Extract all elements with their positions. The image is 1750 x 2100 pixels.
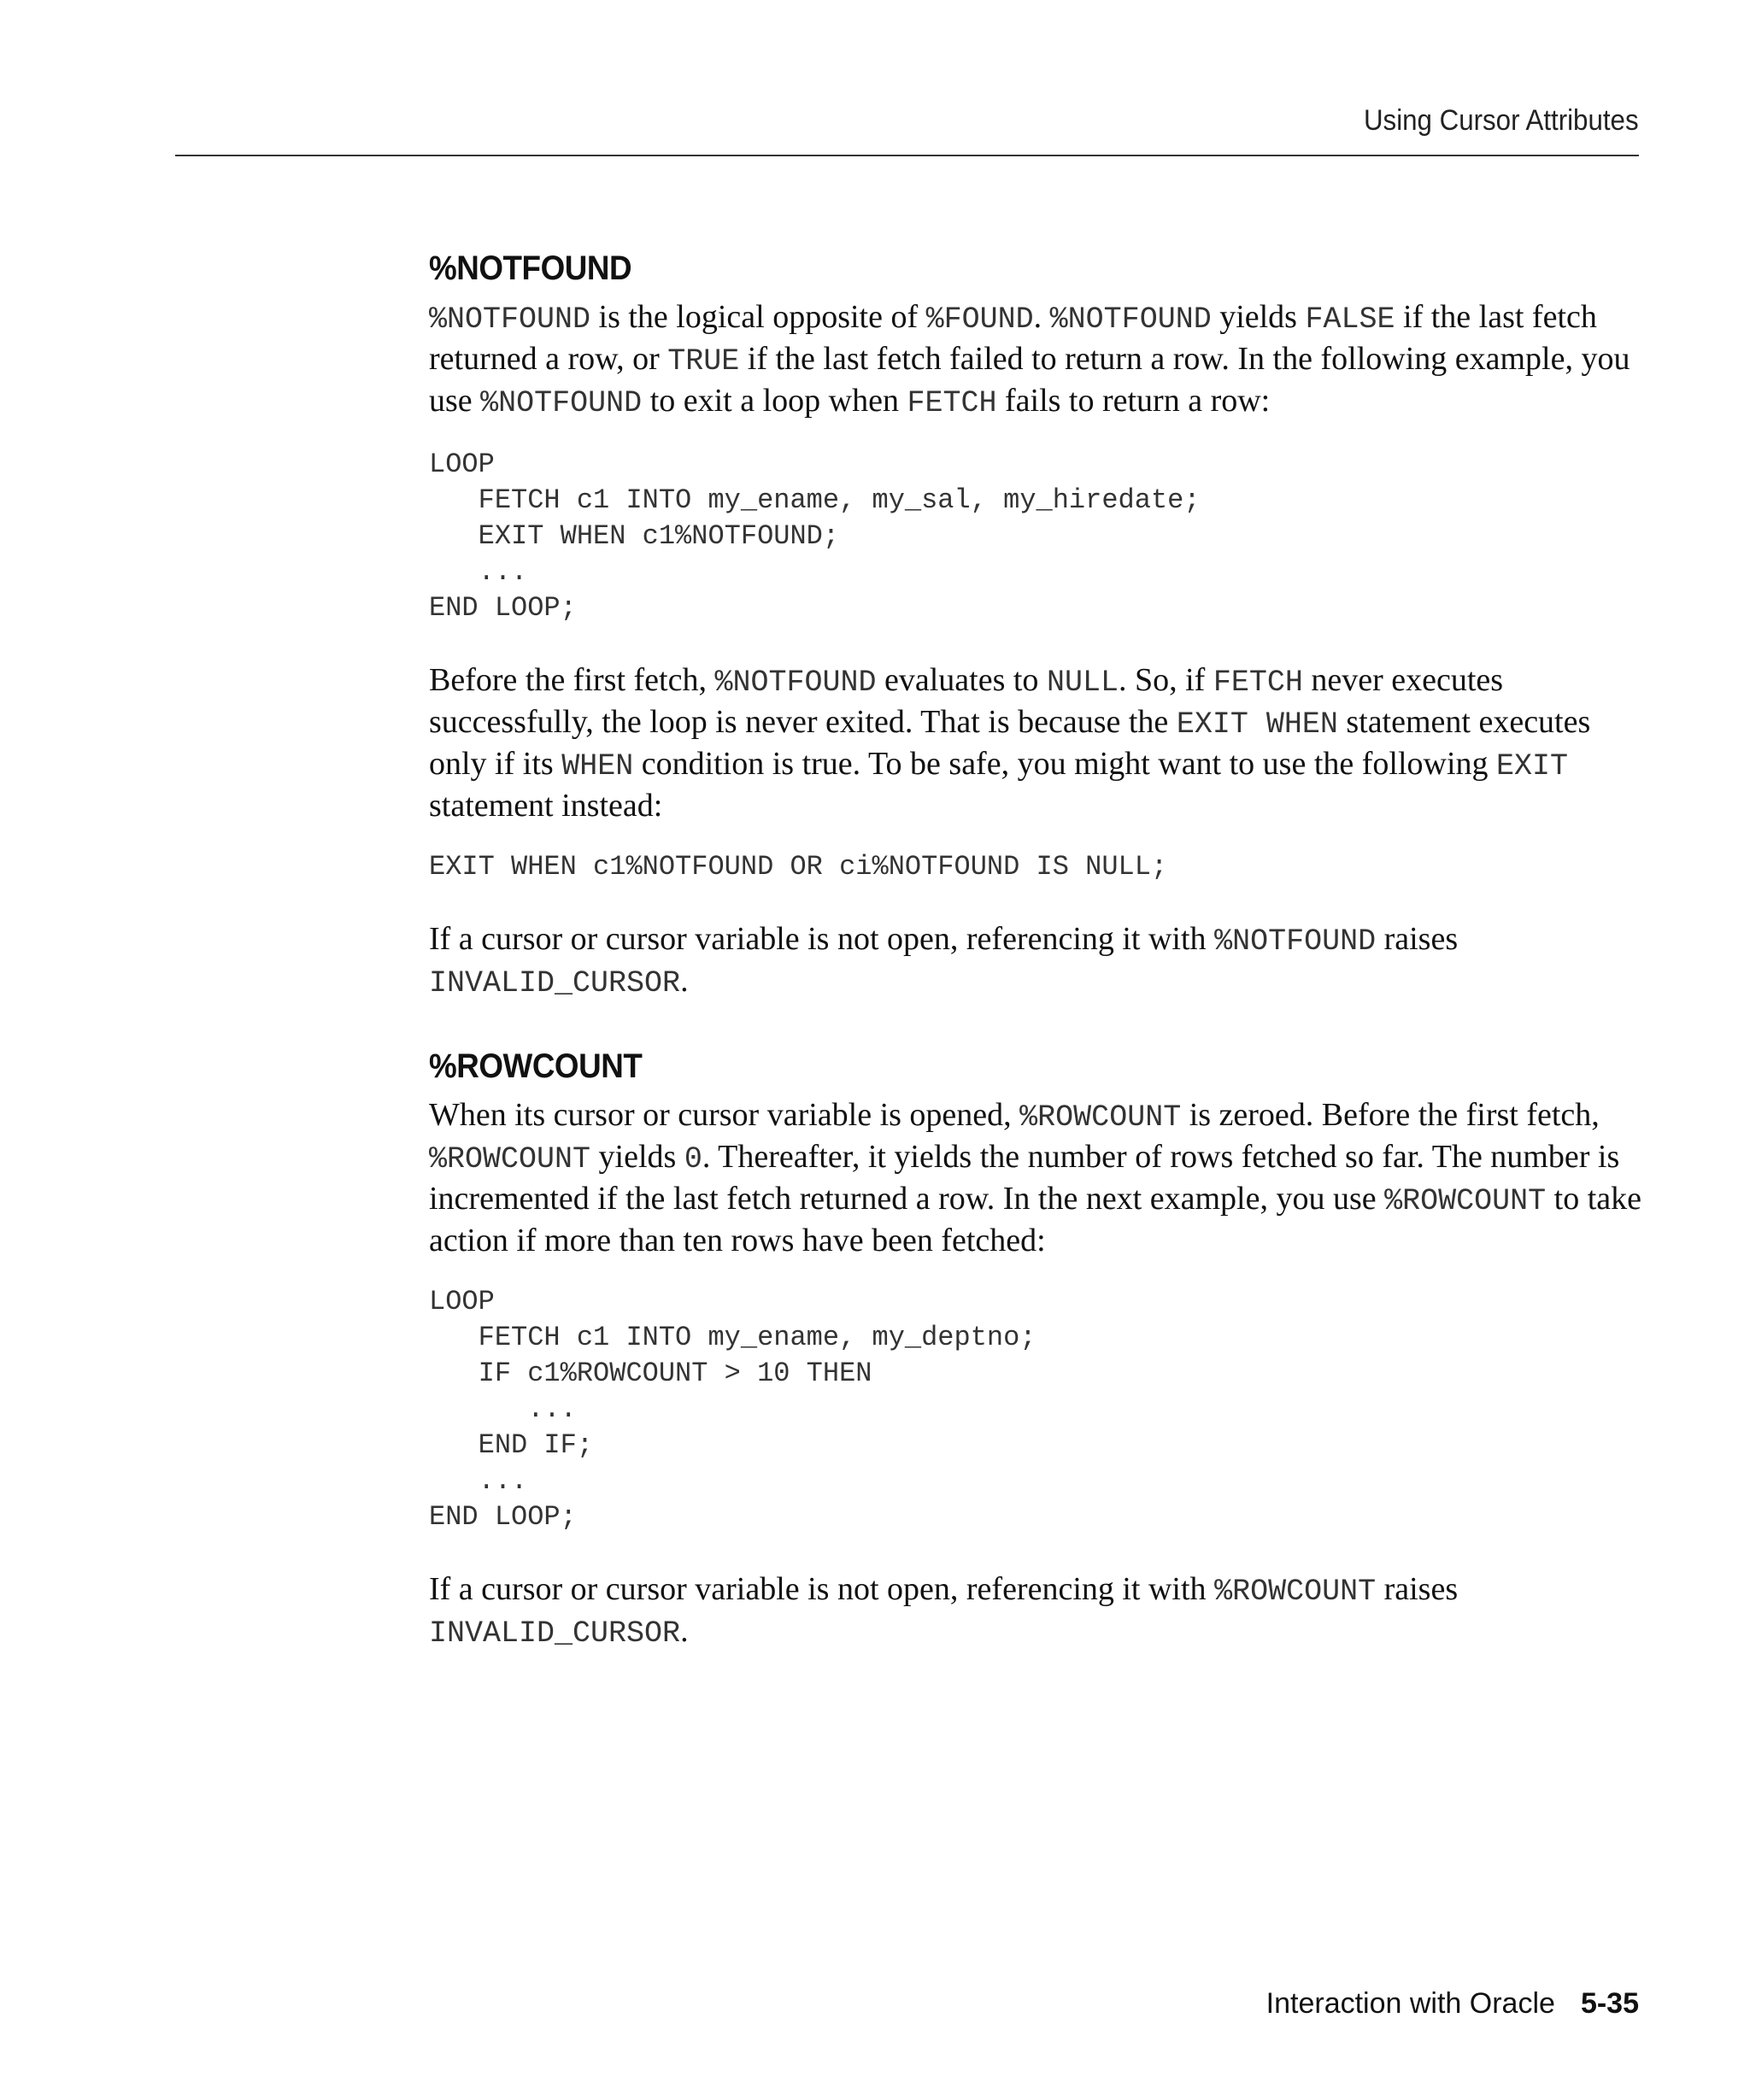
code-line: ...	[429, 1465, 528, 1497]
inline-code: FETCH	[907, 386, 997, 420]
inline-code: %NOTFOUND	[480, 386, 643, 420]
inline-code: %ROWCOUNT	[1384, 1184, 1547, 1218]
inline-code: EXIT	[1496, 749, 1569, 783]
inline-code: 0	[684, 1142, 702, 1176]
code-line: FETCH c1 INTO my_ename, my_sal, my_hiredate;	[429, 484, 1201, 516]
notfound-paragraph-2: Before the first fetch, %NOTFOUND evaluates to NULL. So, if FETCH never executes successfully, the loop is never exited. That is because the EXIT WHEN statement executes only if its WHEN condition is true. To be safe, you might want to use the following EXIT statement instead:	[429, 662, 1591, 824]
header-divider	[175, 155, 1639, 156]
inline-code: FALSE	[1305, 302, 1395, 337]
code-line: END LOOP;	[429, 592, 577, 624]
inline-code: FETCH	[1213, 666, 1303, 700]
page-footer	[1266, 1987, 1639, 2021]
page-number: 5-35	[1580, 1987, 1639, 2020]
inline-code: INVALID_CURSOR	[429, 966, 681, 1000]
code-line: ...	[429, 1393, 577, 1425]
rowcount-paragraph-2: If a cursor or cursor variable is not open, referencing it with %ROWCOUNT raises INVALID_CURSOR.	[429, 1571, 1459, 1651]
code-line: END IF;	[429, 1429, 594, 1461]
inline-code: %ROWCOUNT	[429, 1142, 591, 1176]
inline-code: %NOTFOUND	[714, 666, 877, 700]
inline-code: INVALID_CURSOR	[429, 1616, 681, 1651]
code-line: IF c1%ROWCOUNT > 10 THEN	[429, 1358, 872, 1389]
code-line: FETCH c1 INTO my_ename, my_deptno;	[429, 1322, 1036, 1353]
inline-code: TRUE	[667, 344, 740, 378]
section-heading-notfound: %NOTFOUND	[429, 249, 632, 287]
inline-code: %NOTFOUND	[429, 302, 591, 337]
code-line: EXIT WHEN c1%NOTFOUND;	[429, 520, 840, 552]
inline-code: WHEN	[561, 749, 634, 783]
section-heading-rowcount: %ROWCOUNT	[429, 1047, 643, 1085]
inline-code: %ROWCOUNT	[1019, 1100, 1182, 1135]
inline-code: %NOTFOUND	[1049, 302, 1212, 337]
inline-code: EXIT WHEN	[1176, 707, 1338, 742]
page-content	[429, 246, 1642, 1677]
code-line: END LOOP;	[429, 1501, 577, 1533]
code-line: LOOP	[429, 1286, 495, 1317]
code-block-notfound-loop	[429, 447, 1642, 626]
code-line: LOOP	[429, 449, 495, 480]
code-block-exit-statement	[429, 849, 1642, 885]
code-line: EXIT WHEN c1%NOTFOUND OR ci%NOTFOUND IS NULL;	[429, 851, 1168, 883]
notfound-paragraph-3: If a cursor or cursor variable is not open, referencing it with %NOTFOUND raises INVALID_CURSOR.	[429, 921, 1459, 1000]
inline-code: %FOUND	[925, 302, 1034, 337]
code-block-rowcount-loop	[429, 1284, 1642, 1535]
footer-chapter-title: Interaction with Oracle	[1266, 1987, 1555, 2020]
notfound-paragraph-1: %NOTFOUND is the logical opposite of %FOUND. %NOTFOUND yields FALSE if the last fetch returned a row, or TRUE if the last fetch failed to return a row. In the following example, you use %NOTFOUND to exit a loop when FETCH fails to return a row:	[429, 299, 1630, 420]
inline-code: %ROWCOUNT	[1214, 1575, 1377, 1609]
running-header-title: Using Cursor Attributes	[1364, 104, 1639, 137]
code-line: ...	[429, 556, 528, 588]
inline-code: %NOTFOUND	[1214, 924, 1377, 959]
rowcount-paragraph-1: When its cursor or cursor variable is opened, %ROWCOUNT is zeroed. Before the first fetch, %ROWCOUNT yields 0. Thereafter, it yields the number of rows fetched so far. The number is incremented if the last fetch returned a row. In the next example, you use %ROWCOUNT to take action if more than ten rows have been fetched:	[429, 1097, 1641, 1258]
inline-code: NULL	[1046, 666, 1119, 700]
